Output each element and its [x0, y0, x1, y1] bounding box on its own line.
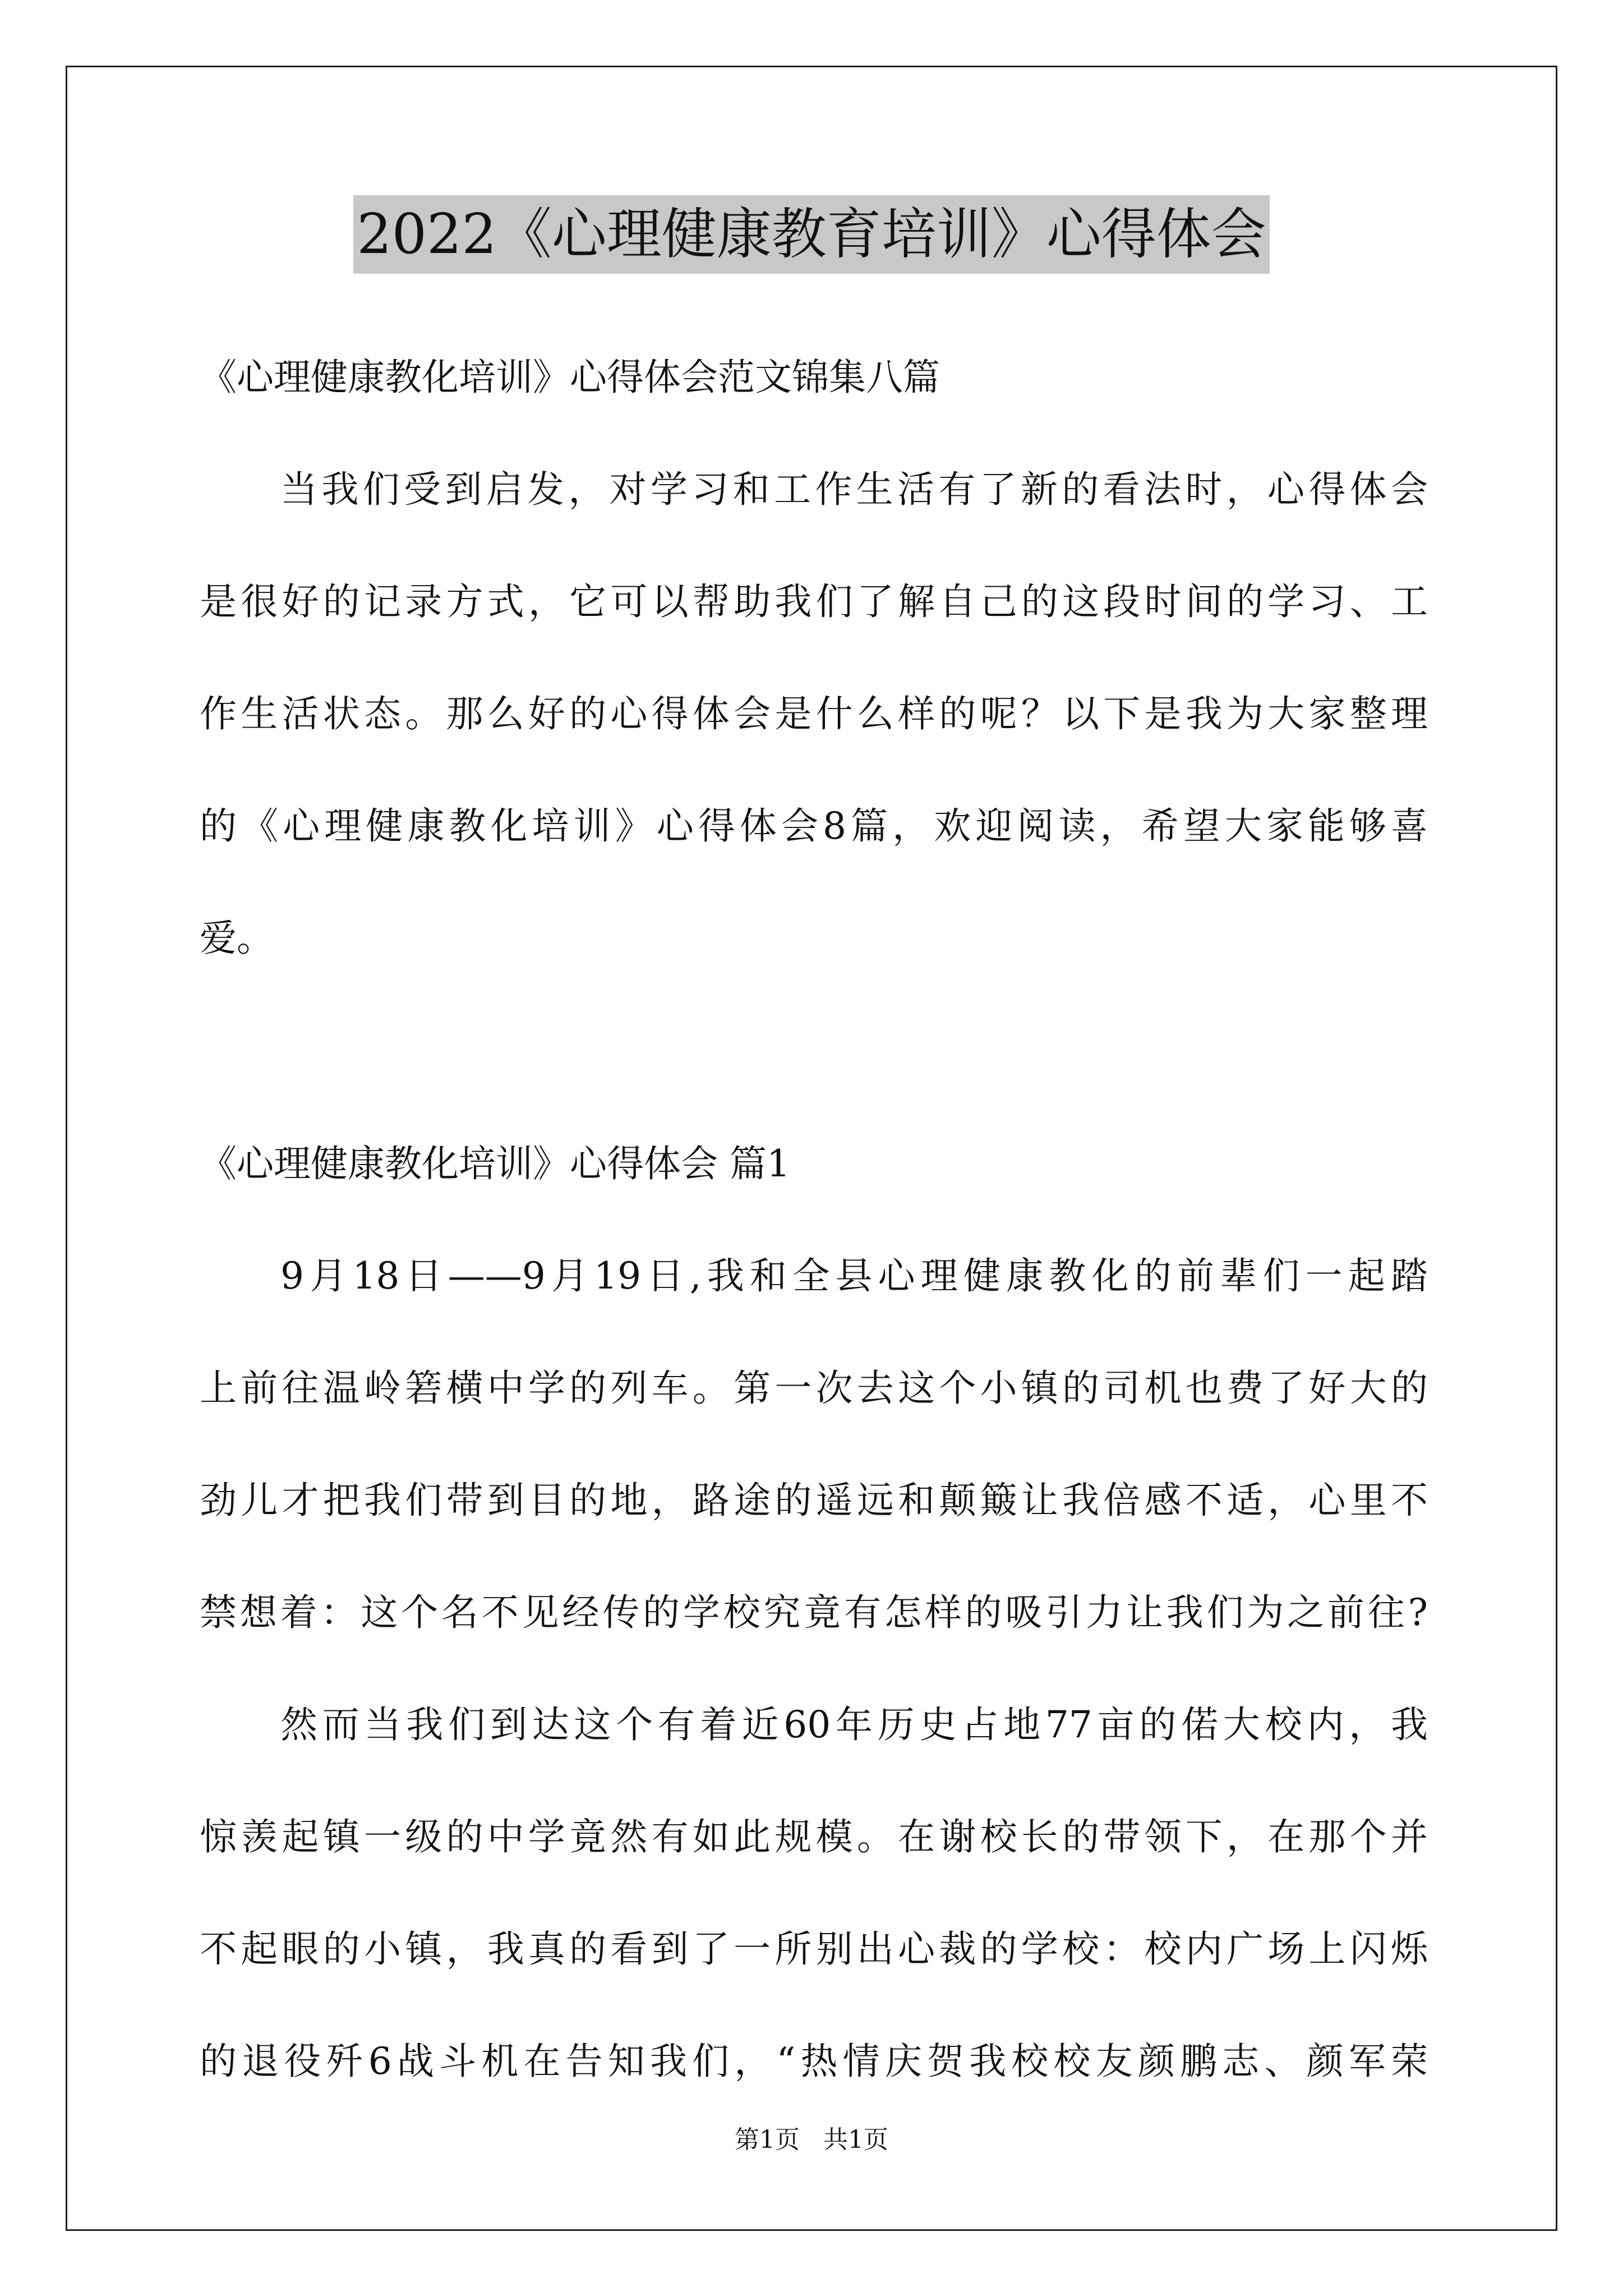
para1-line: 上前往温岭箬横中学的列车。第一次去这个小镇的司机也费了好大的 — [200, 1366, 1428, 1410]
section-heading: 《心理健康教化培训》心得体会 篇1 — [200, 1142, 790, 1185]
para2-line: 然而当我们到达这个有着近60年历史占地77亩的偌大校内，我 — [280, 1703, 1428, 1746]
intro-line: 是很好的记录方式，它可以帮助我们了解自己的这段时间的学习、工 — [200, 580, 1428, 623]
intro-line: 作生活状态。那么好的心得体会是什么样的呢？以下是我为大家整理 — [200, 692, 1428, 735]
para1-line: 9月18日——9月19日,我和全县心理健康教化的前辈们一起踏 — [280, 1254, 1428, 1297]
intro-line: 当我们受到启发，对学习和工作生活有了新的看法时，心得体会 — [280, 468, 1428, 511]
document-title-text: 2022《心理健康教育培训》心得体会 — [353, 195, 1269, 274]
para1-line: 劲儿才把我们带到目的地，路途的遥远和颠簸让我倍感不适，心里不 — [200, 1479, 1428, 1522]
intro-line: 爱。 — [200, 917, 274, 960]
page-footer: 第1页 共1页 — [735, 2125, 888, 2154]
para2-line: 的退役歼6战斗机在告知我们，“热情庆贺我校校友颜鹏志、颜军荣 — [200, 2040, 1428, 2083]
para2-line: 不起眼的小镇，我真的看到了一所别出心裁的学校：校内广场上闪烁 — [200, 1927, 1428, 1971]
para2-line: 惊羡起镇一级的中学竟然有如此规模。在谢校长的带领下，在那个并 — [200, 1815, 1428, 1858]
document-subtitle: 《心理健康教化培训》心得体会范文锦集八篇 — [200, 356, 940, 399]
intro-line: 的《心理健康教化培训》心得体会8篇，欢迎阅读，希望大家能够喜 — [200, 804, 1428, 848]
para1-line: 禁想着：这个名不见经传的学校究竟有怎样的吸引力让我们为之前往? — [200, 1591, 1428, 1634]
document-title — [0, 195, 1623, 274]
